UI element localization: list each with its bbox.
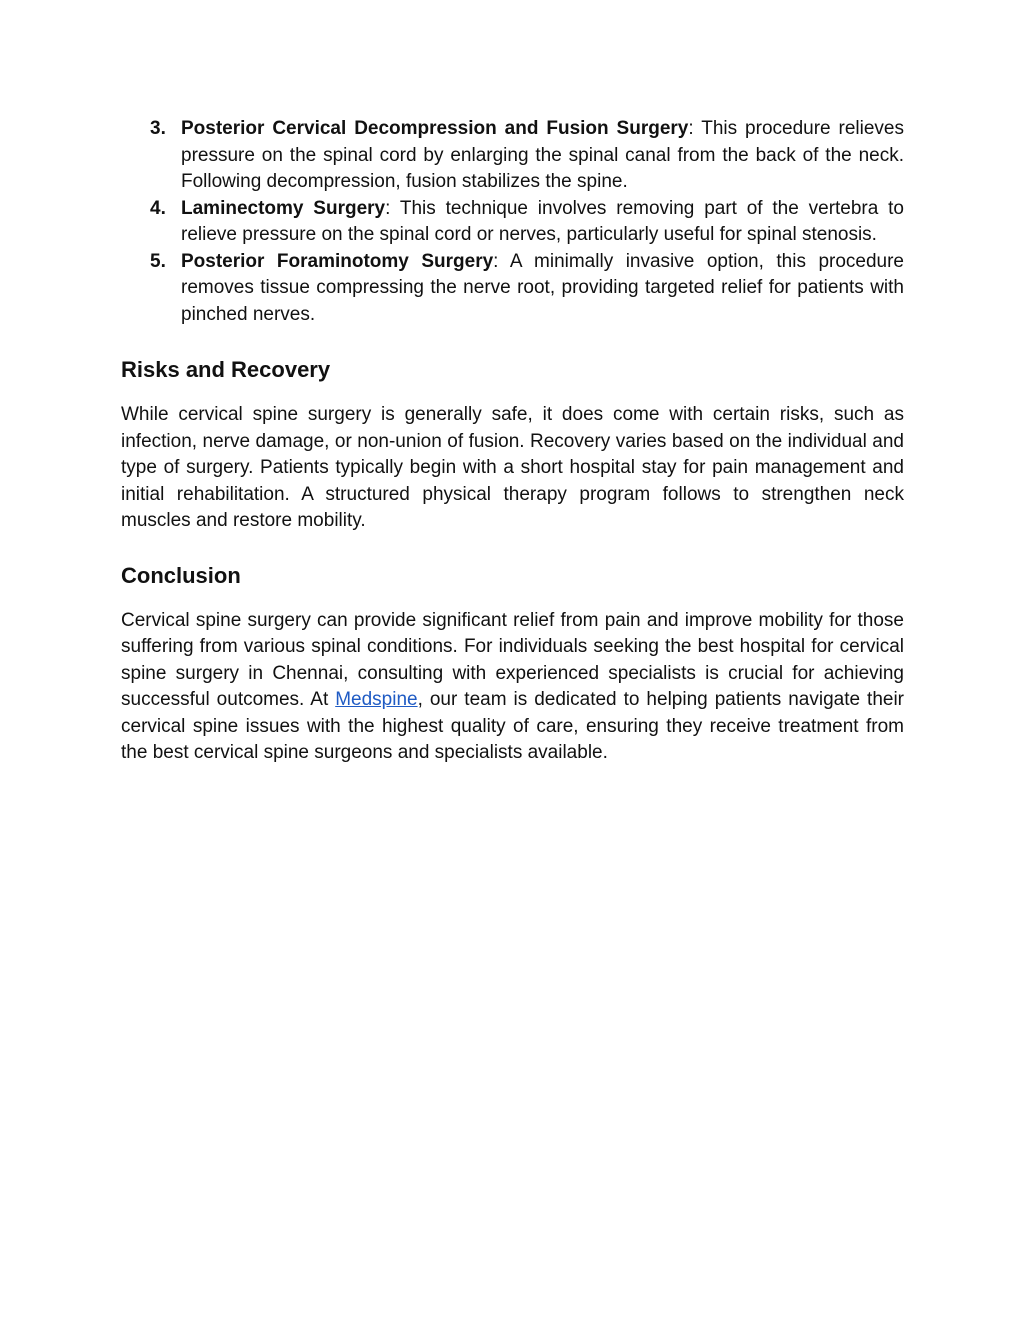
document-page — [121, 116, 904, 767]
conclusion-text-start: Cervical spine surgery can provide significant relief from pain and improve mobility for those suffering from various spinal conditions. For individuals seeking the best hospital for cervical spine surgery in Chennai, consulting with experienced specialists is crucial for achieving successful outcomes. At — [121, 609, 904, 710]
list-item — [121, 116, 904, 196]
conclusion-text-end: , our team is dedicated to helping patients navigate their cervical spine issues with the highest quality of care, ensuring they receive treatment from the best cervical spine surgeons and specialists available. — [121, 689, 904, 763]
procedure-name: Posterior Cervical Decompression and Fusion Surgery — [181, 118, 689, 139]
medspine-link[interactable]: Medspine — [335, 689, 418, 710]
procedure-description: : This procedure relieves pressure on the spinal cord by enlarging the spinal canal from the back of the neck. Following decompression, fusion stabilizes the spine. — [181, 118, 904, 192]
procedure-name: Laminectomy Surgery — [181, 197, 386, 219]
conclusion-heading: Conclusion — [121, 562, 241, 588]
list-item — [121, 249, 904, 329]
procedure-description: : This technique involves removing part of the vertebra to relieve pressure on the spinal cord or nerves, particularly useful for spinal stenosis. — [181, 197, 904, 245]
procedure-description: : A minimally invasive option, this procedure removes tissue compressing the nerve root, providing targeted relief for patients with pinched nerves. — [181, 250, 904, 325]
procedure-list — [121, 116, 904, 328]
procedure-name: Posterior Foraminotomy Surgery — [181, 250, 494, 272]
list-item — [121, 196, 904, 249]
conclusion-paragraph — [121, 608, 904, 767]
risks-heading: Risks and Recovery — [121, 357, 331, 382]
list-item-number: 4. — [150, 197, 166, 219]
list-item-number: 3. — [150, 118, 166, 139]
risks-paragraph: While cervical spine surgery is generally safe, it does come with certain risks, such as infection, nerve damage, or non-union of fusion. Recovery varies based on the individual and type of surgery. Patients typically begin with a short hospital stay for pain management and initial rehabilitation. A structured physical therapy program follows to strengthen neck muscles and restore mobility. — [121, 404, 904, 531]
list-item-number: 5. — [150, 250, 166, 272]
